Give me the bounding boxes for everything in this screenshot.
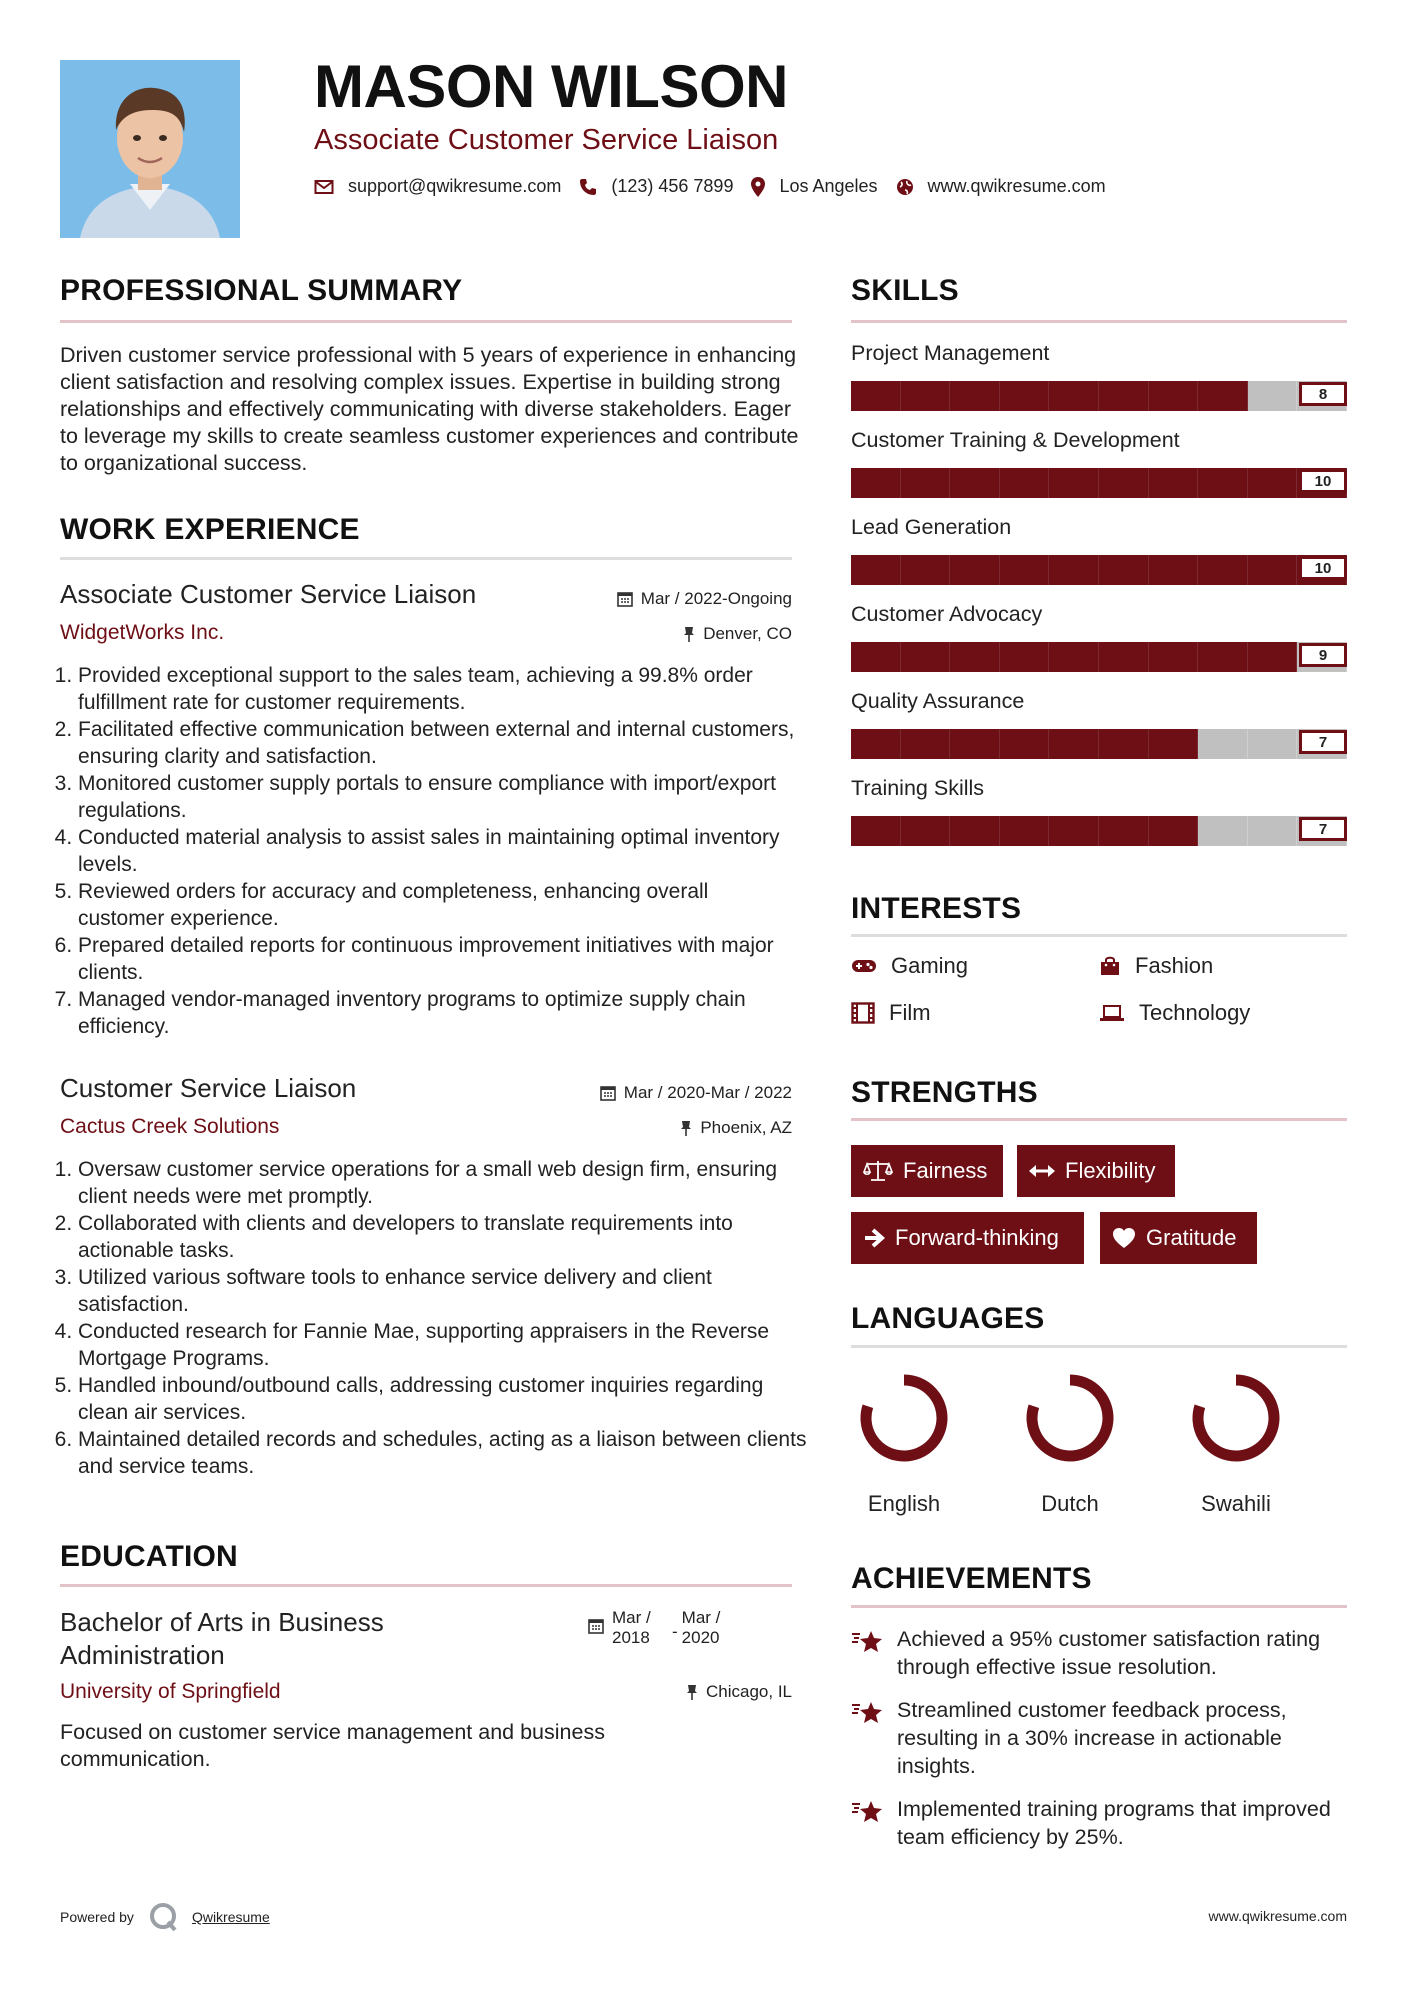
language-proficiency-arc	[1198, 1380, 1274, 1456]
job-2-bullets	[60, 1156, 810, 1480]
globe-icon	[896, 178, 914, 196]
skill-name: Customer Training & Development	[851, 428, 1180, 452]
website-text: www.qwikresume.com	[927, 176, 1106, 196]
interests-heading: INTERESTS	[851, 892, 1022, 925]
laptop-icon	[1099, 1003, 1125, 1023]
skill-bar-segment	[950, 729, 1000, 759]
skill-row	[851, 428, 1347, 508]
language-ring	[1166, 1368, 1306, 1468]
list-item: 5. Reviewed orders for accuracy and completeness, enhancing overall customer experience.	[78, 878, 800, 932]
list-item: 7. Managed vendor-managed inventory programs to optimize supply chain efficiency.	[78, 986, 800, 1040]
skill-bar-segment	[1248, 729, 1298, 759]
job-2-title: Customer Service Liaison	[60, 1073, 357, 1103]
skill-bar-segment	[901, 642, 951, 672]
job-2-dates	[520, 1083, 792, 1103]
list-item: 6. Prepared detailed reports for continuous improvement initiatives with major clients.	[78, 932, 800, 986]
skill-bar-segment	[1248, 468, 1298, 498]
skill-bar-segment	[901, 729, 951, 759]
skill-bar-segment	[1099, 729, 1149, 759]
interests-divider	[851, 934, 1347, 937]
skill-name: Project Management	[851, 341, 1050, 365]
education-divider	[60, 1584, 792, 1587]
achievement-item	[851, 1696, 1347, 1780]
contact-row	[314, 176, 1124, 197]
skill-bar-segment	[1049, 555, 1099, 585]
calendar-icon	[600, 1085, 616, 1101]
skill-bar-segment	[1198, 468, 1248, 498]
skill-bar-segment	[1000, 468, 1050, 498]
skill-row	[851, 341, 1347, 421]
shopping-bag-icon	[1099, 955, 1121, 977]
skill-level-badge: 7	[1299, 730, 1347, 754]
list-item: 4. Conducted material analysis to assist sales in maintaining optimal inventory levels.	[78, 824, 800, 878]
interest-label: Film	[889, 1000, 931, 1025]
achievement-item	[851, 1795, 1347, 1851]
summary-heading: PROFESSIONAL SUMMARY	[60, 274, 463, 307]
interest-label: Technology	[1139, 1000, 1251, 1025]
skill-bar	[851, 555, 1347, 585]
list-item: 3. Monitored customer supply portals to ensure compliance with import/export regulations.	[78, 770, 800, 824]
job-1-dates	[520, 589, 792, 609]
language-ring	[1000, 1368, 1140, 1468]
skill-bar-segment	[1049, 381, 1099, 411]
education-end: Mar / 2020	[681, 1608, 721, 1647]
skill-row	[851, 776, 1347, 856]
calendar-icon	[588, 1618, 604, 1634]
education-location	[520, 1682, 792, 1702]
candidate-name: MASON WILSON	[314, 53, 788, 120]
skill-bar-segment	[1000, 555, 1050, 585]
skill-bar-segment	[1248, 381, 1298, 411]
interest-gaming	[851, 953, 968, 979]
skill-bar-segment	[901, 381, 951, 411]
experience-heading: WORK EXPERIENCE	[60, 513, 360, 546]
powered-by-text: Powered by	[60, 1909, 134, 1925]
skill-name: Lead Generation	[851, 515, 1012, 539]
language-item	[834, 1368, 974, 1517]
footer-website[interactable]: www.qwikresume.com	[1208, 1908, 1347, 1924]
brand-link[interactable]: Qwikresume	[191, 1909, 270, 1925]
skill-level-badge: 10	[1299, 556, 1347, 580]
skill-bar-segment	[1149, 468, 1199, 498]
strength-gratitude	[1100, 1212, 1257, 1264]
language-item	[1166, 1368, 1306, 1517]
achievements-heading: ACHIEVEMENTS	[851, 1562, 1092, 1595]
skill-bar-segment	[1099, 381, 1149, 411]
gamepad-icon	[851, 958, 877, 974]
skill-name: Training Skills	[851, 776, 985, 800]
strength-flexibility	[1017, 1145, 1175, 1197]
skill-bar	[851, 816, 1347, 846]
skill-bar	[851, 468, 1347, 498]
skill-level-badge: 9	[1299, 643, 1347, 667]
experience-divider	[60, 557, 792, 560]
skill-bar	[851, 381, 1347, 411]
skill-row	[851, 515, 1347, 595]
skill-bar-segment	[1049, 468, 1099, 498]
candidate-title: Associate Customer Service Liaison	[314, 124, 779, 156]
interest-label: Fashion	[1135, 953, 1214, 978]
location-text: Los Angeles	[779, 176, 878, 196]
language-item	[1000, 1368, 1140, 1517]
skill-bar-segment	[1000, 642, 1050, 672]
education-degree: Bachelor of Arts in Business Administration	[60, 1607, 384, 1670]
education-description: Focused on customer service management and business communication.	[60, 1720, 605, 1771]
job-2-location-text: Phoenix, AZ	[700, 1118, 792, 1137]
language-label: English	[867, 1491, 941, 1516]
skill-bar-segment	[1198, 729, 1248, 759]
skill-bar-segment	[1049, 816, 1099, 846]
skill-bar-segment	[1000, 381, 1050, 411]
contact-location	[751, 176, 877, 197]
job-1-company: WidgetWorks Inc.	[60, 621, 225, 644]
footer-powered	[60, 1902, 270, 1932]
job-1-location-text: Denver, CO	[703, 624, 792, 643]
shooting-star-icon	[851, 1797, 883, 1825]
strength-label: Forward-thinking	[895, 1225, 1059, 1250]
language-label: Swahili	[1201, 1491, 1271, 1516]
language-ring	[834, 1368, 974, 1468]
skill-bar-segment	[1248, 642, 1298, 672]
envelope-icon	[314, 179, 334, 195]
skill-name: Customer Advocacy	[851, 602, 1043, 626]
skill-bar-segment	[950, 816, 1000, 846]
calendar-icon	[617, 591, 633, 607]
strength-label: Gratitude	[1146, 1225, 1237, 1250]
interest-fashion	[1099, 953, 1213, 979]
achievement-item	[851, 1625, 1347, 1681]
languages-list	[834, 1368, 1354, 1518]
contact-phone[interactable]	[579, 176, 733, 197]
skill-bar-segment	[1049, 729, 1099, 759]
interest-technology	[1099, 1000, 1250, 1026]
list-item: 6. Maintained detailed records and schedules, acting as a liaison between clients and service teams.	[78, 1426, 810, 1480]
skill-bar-segment	[1000, 816, 1050, 846]
skill-bar-segment	[950, 381, 1000, 411]
languages-divider	[851, 1345, 1347, 1348]
skill-bar-segment	[1198, 555, 1248, 585]
skill-level-badge: 7	[1299, 817, 1347, 841]
language-proficiency-arc	[866, 1380, 942, 1456]
skill-bar	[851, 729, 1347, 759]
film-icon	[851, 1002, 875, 1024]
interest-film	[851, 1000, 931, 1026]
strength-label: Fairness	[903, 1158, 988, 1183]
skill-bar-segment	[1099, 642, 1149, 672]
skill-row	[851, 689, 1347, 769]
arrows-horizontal-icon	[1029, 1163, 1055, 1179]
education-school: University of Springfield	[60, 1680, 281, 1703]
strength-fairness	[851, 1145, 1003, 1197]
arrow-right-icon	[863, 1228, 885, 1248]
skill-level-badge: 10	[1299, 469, 1347, 493]
shooting-star-icon	[851, 1627, 883, 1655]
skill-row	[851, 602, 1347, 682]
date-separator: -	[672, 1622, 678, 1641]
list-item: 3. Utilized various software tools to enhance service delivery and client satisfaction.	[78, 1264, 810, 1318]
skill-bar-segment	[1198, 381, 1248, 411]
interest-label: Gaming	[891, 953, 969, 978]
skill-bar-segment	[851, 816, 901, 846]
pin-icon	[686, 1684, 698, 1700]
skill-bar-segment	[1198, 816, 1248, 846]
job-2-dates-text: Mar / 2020-Mar / 2022	[623, 1083, 792, 1102]
summary-text: Driven customer service professional with 5 years of experience in enhancing client satisfaction and resolving complex issues. Expertise in building strong relationships and effectively communicating with diverse stakeholders. Eager to leverage my skills to create seamless customer experiences and contribute to organizational success.	[60, 343, 799, 475]
education-start: Mar / 2018	[612, 1608, 651, 1647]
education-dates	[588, 1608, 732, 1656]
skill-bar-segment	[1149, 381, 1199, 411]
skill-bar-segment	[1149, 729, 1199, 759]
job-1-location	[520, 624, 792, 644]
skill-bar-segment	[1099, 555, 1149, 585]
skill-bar-segment	[1000, 729, 1050, 759]
list-item: 4. Conducted research for Fannie Mae, supporting appraisers in the Reverse Mortgage Programs.	[78, 1318, 810, 1372]
job-1-bullets	[60, 662, 800, 1040]
skill-bar-segment	[901, 555, 951, 585]
job-1-title: Associate Customer Service Liaison	[60, 579, 477, 609]
skill-name: Quality Assurance	[851, 689, 1025, 713]
skill-bar-segment	[851, 468, 901, 498]
map-marker-icon	[751, 177, 765, 197]
skill-bar-segment	[1149, 555, 1199, 585]
strength-label: Flexibility	[1065, 1158, 1156, 1183]
education-heading: EDUCATION	[60, 1540, 238, 1573]
skill-bar-segment	[950, 642, 1000, 672]
skill-level-badge: 8	[1299, 382, 1347, 406]
skill-bar-segment	[1049, 642, 1099, 672]
skill-bar-segment	[1149, 642, 1199, 672]
skill-bar-segment	[851, 381, 901, 411]
phone-icon	[579, 178, 597, 196]
education-location-text: Chicago, IL	[706, 1682, 792, 1701]
profile-photo	[60, 60, 240, 238]
strengths-heading: STRENGTHS	[851, 1076, 1038, 1109]
language-proficiency-arc	[1032, 1380, 1108, 1456]
skill-bar-segment	[901, 468, 951, 498]
shooting-star-icon	[851, 1698, 883, 1726]
skill-bar	[851, 642, 1347, 672]
job-2-location	[520, 1118, 792, 1138]
skills-divider	[851, 320, 1347, 323]
job-1-dates-text: Mar / 2022-Ongoing	[640, 589, 792, 608]
achievement-text: Achieved a 95% customer satisfaction rating through effective issue resolution.	[897, 1627, 1321, 1679]
list-item: 1. Provided exceptional support to the sales team, achieving a 99.8% order fulfillment rate for customer requirements.	[78, 662, 800, 716]
balance-scale-icon	[863, 1159, 893, 1183]
skill-bar-segment	[851, 642, 901, 672]
languages-heading: LANGUAGES	[851, 1302, 1045, 1335]
contact-email[interactable]	[314, 176, 561, 197]
heart-icon	[1112, 1227, 1136, 1249]
summary-divider	[60, 320, 792, 323]
list-item: 1. Oversaw customer service operations for a small web design firm, ensuring client needs were met promptly.	[78, 1156, 810, 1210]
list-item: 2. Collaborated with clients and developers to translate requirements into actionable tasks.	[78, 1210, 810, 1264]
skill-bar-segment	[851, 555, 901, 585]
skill-bar-segment	[1198, 642, 1248, 672]
language-label: Dutch	[1041, 1491, 1099, 1516]
contact-website[interactable]	[896, 176, 1106, 197]
skill-bar-segment	[851, 729, 901, 759]
skill-bar-segment	[1248, 555, 1298, 585]
skill-bar-segment	[1149, 816, 1199, 846]
job-2-company: Cactus Creek Solutions	[60, 1115, 280, 1138]
pin-icon	[683, 626, 695, 642]
list-item: 5. Handled inbound/outbound calls, addressing customer inquiries regarding clean air services.	[78, 1372, 810, 1426]
email-text: support@qwikresume.com	[348, 176, 562, 196]
skills-heading: SKILLS	[851, 274, 959, 307]
skill-bar-segment	[1248, 816, 1298, 846]
skill-bar-segment	[1099, 468, 1149, 498]
skill-bar-segment	[950, 555, 1000, 585]
skill-bar-segment	[901, 816, 951, 846]
achievement-text: Streamlined customer feedback process, resulting in a 30% increase in actionable insights.	[897, 1698, 1287, 1778]
strength-forward-thinking	[851, 1212, 1084, 1264]
pin-icon	[680, 1120, 692, 1136]
achievements-divider	[851, 1605, 1347, 1608]
phone-text: (123) 456 7899	[611, 176, 734, 196]
skill-bar-segment	[950, 468, 1000, 498]
achievement-text: Implemented training programs that improved team efficiency by 25%.	[897, 1797, 1331, 1849]
strengths-divider	[851, 1118, 1347, 1121]
list-item: 2. Facilitated effective communication between external and internal customers, ensuring clarity and satisfaction.	[78, 716, 800, 770]
qwikresume-logo-icon	[148, 1902, 180, 1932]
skill-bar-segment	[1099, 816, 1149, 846]
